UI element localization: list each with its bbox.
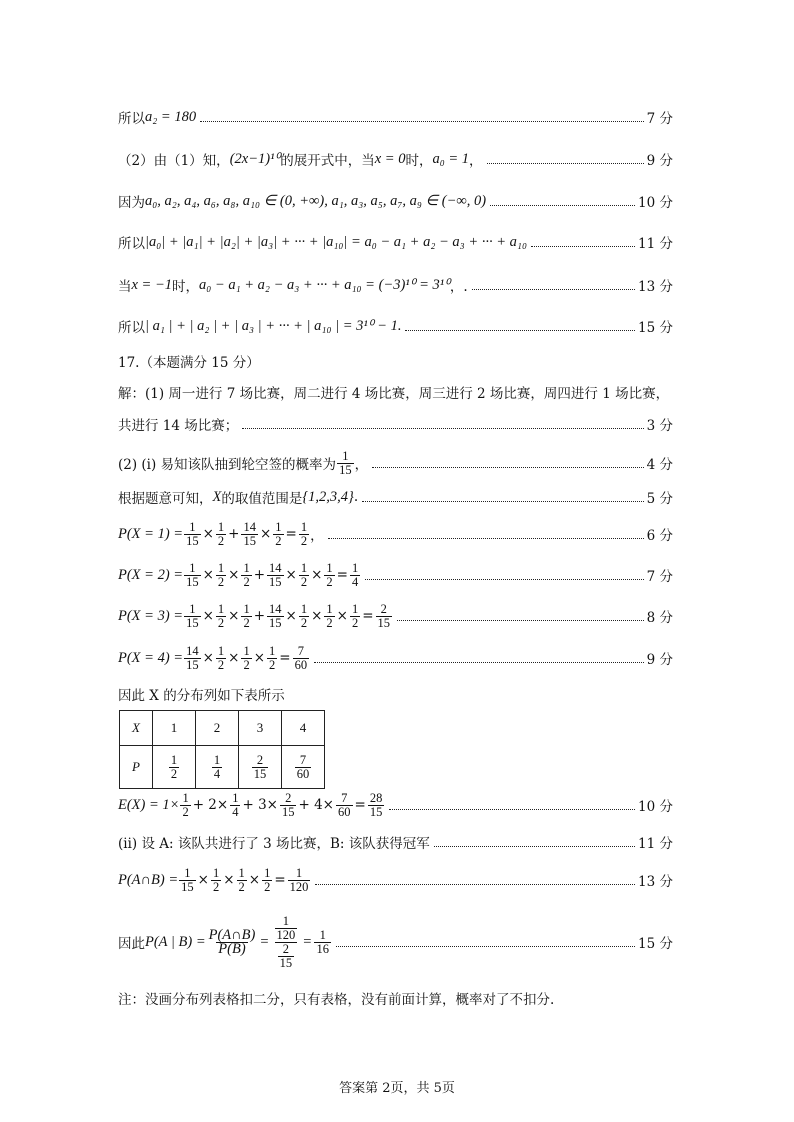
operator: + [253, 607, 266, 624]
fraction: $\frac{1}{120}$ [289, 865, 309, 894]
page-footer: 答案第 2页，共 5页 [339, 1081, 455, 1096]
leader-dots [472, 289, 635, 290]
score: 4 分 [646, 457, 673, 473]
table-row [120, 746, 325, 789]
table-cell: X [120, 711, 153, 746]
operator: + 2× [192, 796, 229, 813]
operator: × [202, 525, 214, 542]
line-total-games: 共进行 14 场比赛； 3 分 [118, 411, 673, 437]
line-distribution-intro: 因此 X 的分布列如下表所示 [118, 688, 285, 704]
line-part2-intro: （2）由（1）知， (2x−1)¹⁰ 的展开式中，当 x = 0 时， a₀ = 1 ， 9 分 [118, 150, 673, 169]
fraction: $\frac{1}{2}$ [212, 865, 220, 894]
operator: = [274, 871, 286, 888]
leader-dots [405, 330, 635, 331]
fraction: $\frac{1}{2}$ [217, 601, 225, 630]
line-events-definition: (ⅱ) 设 A: 该队共进行了 3 场比赛，B: 该队获得冠军 11 分 [118, 829, 673, 855]
score: 13 分 [638, 279, 673, 295]
math-a2: a₂ = 180 [145, 108, 197, 125]
leader-dots [365, 579, 643, 580]
fraction: $\frac{1}{4}$ [232, 790, 239, 819]
operator: × [285, 566, 297, 583]
line-p-x4: P(X = 4) = $\frac{14}{15}$ × $\frac{1}{2}$ × $\frac{1}{2}$ × $\frac{1}{2}$ = $\frac{7}{60}$ 9 分 [118, 643, 673, 672]
fraction: $\frac{1}{15}$ [181, 865, 194, 894]
operator: × [197, 871, 209, 888]
operator: = [285, 525, 297, 542]
leader-dots [314, 662, 644, 663]
operator: × [311, 607, 323, 624]
score: 9 分 [646, 652, 673, 668]
operator: × [253, 649, 266, 666]
fraction: $\frac{1}{4}$ [351, 560, 359, 589]
line-solution-1: 解：(1) 周一进行 7 场比赛，周二进行 4 场比赛，周三进行 2 场比赛，周四进行 1 场比赛， [118, 386, 670, 402]
operator: + 4× [298, 796, 334, 813]
fraction: $\frac{1}{15}$ [186, 601, 199, 630]
fraction: $\frac{1}{2}$ [264, 865, 271, 894]
score: 10 分 [638, 195, 673, 211]
fraction: $\frac{2}{15}$ [281, 790, 295, 819]
leader-dots [487, 163, 644, 164]
score: 6 分 [646, 528, 673, 544]
operator: × [259, 525, 272, 542]
leader-dots [328, 538, 644, 539]
table-cell: 2 [196, 711, 239, 746]
operator: × [202, 566, 214, 583]
table-cell: $\frac{7}{60}$ [282, 746, 325, 789]
fraction: $\frac{1}{2}$ [243, 643, 250, 672]
score: 8 分 [646, 610, 673, 626]
line-final-sum: 所以 | a₁ | + | a₂ | + | a₃ | + ··· + | a₁₀ | = 3¹⁰ − 1. 15 分 [118, 317, 673, 336]
fraction: $\frac{1}{16}$ [316, 927, 329, 956]
score: 10 分 [638, 799, 673, 815]
fraction: $\frac{1}{2}$ [351, 601, 359, 630]
fraction: $\frac{14}{15}$ [243, 519, 256, 548]
table-cell: $\frac{1}{4}$ [196, 746, 239, 789]
leader-dots [315, 884, 635, 885]
fraction: $\frac{1}{15}$ [186, 560, 199, 589]
leader-dots [434, 846, 635, 847]
operator: = [354, 796, 366, 813]
fraction: $\frac{1}{2}$ [269, 643, 276, 672]
operator: × [311, 566, 323, 583]
line-bye-probability: (2) (ⅰ) 易知该队抽到轮空签的概率为 $\frac{1}{15}$ ， 4 分 [118, 448, 673, 477]
distribution-table [119, 710, 325, 789]
fraction: $\frac{2}{15}$ [377, 601, 391, 630]
fraction: $\frac{14}{15}$ [269, 560, 282, 589]
table-row [120, 711, 325, 746]
score: 11 分 [638, 836, 673, 852]
score: 3 分 [646, 418, 673, 434]
fraction: $\frac{1}{2}$ [238, 865, 245, 894]
fraction: $\frac{1}{2}$ [243, 601, 250, 630]
fraction: $\frac{7}{60}$ [294, 643, 308, 672]
fraction: $\frac{1}{15}$ [339, 448, 352, 477]
leader-dots [200, 121, 644, 122]
table-cell: $\frac{2}{15}$ [239, 746, 282, 789]
score: 9 分 [646, 153, 673, 169]
fraction: $\frac{1}{2}$ [326, 560, 333, 589]
leader-dots [490, 205, 635, 206]
leader-dots [336, 946, 635, 947]
operator: × [248, 871, 261, 888]
fraction: $\frac{14}{15}$ [186, 643, 199, 672]
table-cell: $\frac{1}{2}$ [153, 746, 196, 789]
leader-dots [389, 809, 635, 810]
line-expectation: E(X) = 1× $\frac{1}{2}$ + 2× $\frac{1}{4}$ + 3× $\frac{2}{15}$ + 4× $\frac{7}{60}$ = $\frac{28}{15}$ 10 分 [118, 790, 673, 819]
operator: = [279, 649, 291, 666]
question-17-heading: 17.（本题满分 15 分） [118, 355, 260, 371]
line-range-of-x: 根据题意可知， X 的取值范围是 {1,2,3,4} . 5 分 [118, 488, 673, 507]
score: 13 分 [638, 874, 673, 890]
operator: × [228, 566, 240, 583]
compound-fraction: $\frac{\frac{1}{120}}{\frac{2}{15}}$ [276, 913, 296, 970]
operator: × [202, 649, 214, 666]
operator: × [228, 649, 240, 666]
score: 7 分 [646, 111, 673, 127]
fraction: $\frac{1}{2}$ [275, 519, 282, 548]
fraction: $\frac{1}{2}$ [243, 560, 250, 589]
line-p-x1: P(X = 1) = $\frac{1}{15}$ × $\frac{1}{2}$ + $\frac{14}{15}$ × $\frac{1}{2}$ = $\frac{1}{2}$ ， 6 分 [118, 519, 673, 548]
fraction: $\frac{14}{15}$ [269, 601, 282, 630]
leader-dots [531, 246, 635, 247]
line-conditional-probability: 因此 P(A | B) = $\frac{P(A\cap B)}{P(B)}$ = $\frac{\frac{1}{120}}{\frac{2}{15}}$ = $\frac{1}{16}$ 15 分 [118, 913, 673, 970]
line-a2: 所以 a₂ = 180 7 分 [118, 108, 673, 127]
line-abs-sum: 所以 |a₀| + |a₁| + |a₂| + |a₃| + ··· + |a₁₀| = a₀ − a₁ + a₂ − a₃ + ··· + a₁₀ 11 分 [118, 233, 673, 252]
fraction: $\frac{1}{15}$ [186, 519, 199, 548]
operator: = [362, 607, 374, 624]
operator: × [228, 607, 240, 624]
fraction: $\frac{1}{2}$ [300, 519, 308, 548]
table-cell: 4 [282, 711, 325, 746]
leader-dots [397, 620, 644, 621]
fraction: $\frac{1}{2}$ [326, 601, 333, 630]
fraction: $\frac{P(A\cap B)}{P(B)}$ [208, 926, 256, 957]
score: 11 分 [638, 236, 673, 252]
operator: + [228, 525, 240, 542]
line-x-minus-one: 当 x = −1 时， a₀ − a₁ + a₂ − a₃ + ··· + a₁₀ = (−3)¹⁰ = 3¹⁰ ，. 13 分 [118, 276, 673, 295]
line-p-x2: P(X = 2) = $\frac{1}{15}$ × $\frac{1}{2}$ × $\frac{1}{2}$ + $\frac{14}{15}$ × $\frac{1}{2}$ × $\frac{1}{2}$ = $\frac{1}{4}$ 7 分 [118, 560, 673, 589]
fraction: $\frac{1}{2}$ [300, 601, 308, 630]
operator: × [336, 607, 348, 624]
operator: + [253, 566, 266, 583]
fraction: $\frac{1}{2}$ [182, 790, 189, 819]
line-sign-ranges: 因为 a₀, a₂, a₄, a₆, a₈, a₁₀ ∈ (0, +∞), a₁, a₃, a₅, a₇, a₉ ∈ (−∞, 0) 10 分 [118, 192, 673, 211]
table-cell: P [120, 746, 153, 789]
operator: × [223, 871, 235, 888]
leader-dots [372, 467, 644, 468]
fraction: $\frac{1}{2}$ [217, 519, 225, 548]
table-cell: 3 [239, 711, 282, 746]
score: 15 分 [638, 936, 673, 952]
fraction: $\frac{1}{2}$ [217, 643, 225, 672]
fraction: $\frac{7}{60}$ [338, 790, 351, 819]
grading-note: 注：没画分布列表格扣二分，只有表格，没有前面计算，概率对了不扣分. [118, 992, 555, 1008]
fraction: $\frac{1}{2}$ [300, 560, 308, 589]
score: 15 分 [638, 320, 673, 336]
leader-dots [242, 428, 643, 429]
line-p-a-and-b: P(A∩B) = $\frac{1}{15}$ × $\frac{1}{2}$ × $\frac{1}{2}$ × $\frac{1}{2}$ = $\frac{1}{120}$ 13 分 [118, 865, 673, 894]
operator: = [336, 566, 348, 583]
fraction: $\frac{28}{15}$ [369, 790, 383, 819]
table-cell: 1 [153, 711, 196, 746]
leader-dots [362, 501, 643, 502]
operator: × [285, 607, 297, 624]
score: 5 分 [646, 491, 673, 507]
operator: × [202, 607, 214, 624]
operator: + 3× [242, 796, 278, 813]
score: 7 分 [646, 569, 673, 585]
line-p-x3: P(X = 3) = $\frac{1}{15}$ × $\frac{1}{2}$ × $\frac{1}{2}$ + $\frac{14}{15}$ × $\frac{1}{2}$ × $\frac{1}{2}$ × $\frac{1}{2}$ = $\frac{2}{15}$ 8 分 [118, 601, 673, 630]
fraction: $\frac{1}{2}$ [217, 560, 225, 589]
